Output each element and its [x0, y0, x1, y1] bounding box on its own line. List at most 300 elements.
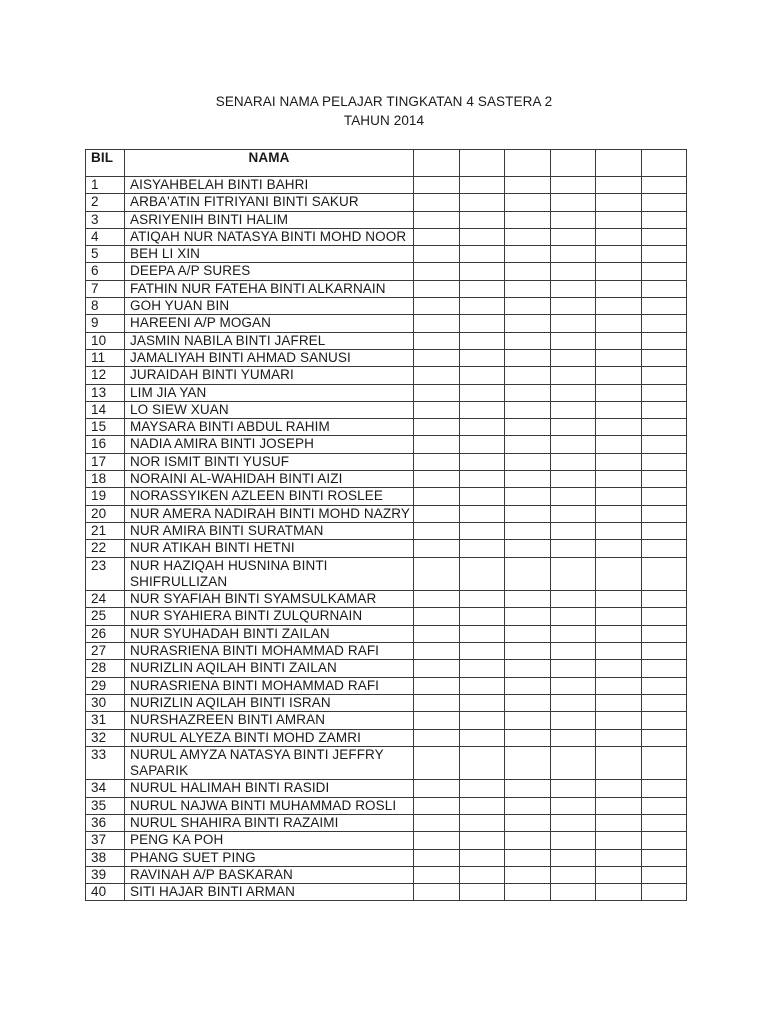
student-name: NURUL AMYZA NATASYA BINTI JEFFRY SAPARIK — [125, 746, 414, 780]
blank-cell — [505, 814, 551, 831]
student-name: HAREENI A/P MOGAN — [125, 315, 414, 332]
student-name: SITI HAJAR BINTI ARMAN — [125, 884, 414, 901]
blank-cell — [459, 471, 505, 488]
blank-cell — [641, 832, 687, 849]
row-number: 9 — [86, 315, 125, 332]
table-row — [86, 557, 687, 591]
header-blank-cell — [596, 150, 642, 177]
table-row — [86, 298, 687, 315]
blank-cell — [459, 694, 505, 711]
table-row — [86, 332, 687, 349]
blank-cell — [505, 453, 551, 470]
blank-cell — [596, 832, 642, 849]
blank-cell — [414, 453, 460, 470]
student-name: LIM JIA YAN — [125, 384, 414, 401]
header-nama: NAMA — [125, 150, 414, 177]
blank-cell — [505, 315, 551, 332]
blank-cell — [596, 814, 642, 831]
blank-cell — [414, 608, 460, 625]
blank-cell — [641, 419, 687, 436]
blank-cell — [414, 263, 460, 280]
student-name: BEH LI XIN — [125, 246, 414, 263]
blank-cell — [641, 540, 687, 557]
row-number: 12 — [86, 367, 125, 384]
table-row — [86, 453, 687, 470]
blank-cell — [641, 332, 687, 349]
table-row — [86, 780, 687, 797]
row-number: 19 — [86, 488, 125, 505]
student-name: NUR SYAFIAH BINTI SYAMSULKAMAR — [125, 591, 414, 608]
blank-cell — [641, 884, 687, 901]
blank-cell — [641, 591, 687, 608]
blank-cell — [414, 591, 460, 608]
table-row — [86, 797, 687, 814]
blank-cell — [596, 591, 642, 608]
blank-cell — [505, 194, 551, 211]
blank-cell — [505, 436, 551, 453]
blank-cell — [596, 367, 642, 384]
table-row — [86, 280, 687, 297]
row-number: 11 — [86, 349, 125, 366]
blank-cell — [459, 401, 505, 418]
blank-cell — [414, 280, 460, 297]
blank-cell — [459, 194, 505, 211]
blank-cell — [641, 712, 687, 729]
table-row — [86, 419, 687, 436]
blank-cell — [550, 814, 596, 831]
blank-cell — [505, 832, 551, 849]
blank-cell — [550, 694, 596, 711]
blank-cell — [550, 263, 596, 280]
blank-cell — [596, 436, 642, 453]
blank-cell — [459, 453, 505, 470]
blank-cell — [641, 505, 687, 522]
student-name: NUR SYUHADAH BINTI ZAILAN — [125, 625, 414, 642]
blank-cell — [414, 557, 460, 591]
table-header-row — [86, 150, 687, 177]
blank-cell — [550, 488, 596, 505]
row-number: 5 — [86, 246, 125, 263]
blank-cell — [505, 849, 551, 866]
blank-cell — [459, 211, 505, 228]
table-row — [86, 177, 687, 194]
blank-cell — [505, 591, 551, 608]
blank-cell — [641, 436, 687, 453]
blank-cell — [505, 298, 551, 315]
row-number: 39 — [86, 866, 125, 883]
blank-cell — [505, 228, 551, 245]
blank-cell — [596, 211, 642, 228]
blank-cell — [550, 436, 596, 453]
row-number: 30 — [86, 694, 125, 711]
blank-cell — [550, 471, 596, 488]
blank-cell — [596, 349, 642, 366]
blank-cell — [596, 332, 642, 349]
blank-cell — [641, 246, 687, 263]
blank-cell — [505, 522, 551, 539]
table-row — [86, 194, 687, 211]
blank-cell — [459, 263, 505, 280]
table-row — [86, 246, 687, 263]
blank-cell — [459, 505, 505, 522]
table-row — [86, 677, 687, 694]
student-name: PHANG SUET PING — [125, 849, 414, 866]
table-row — [86, 540, 687, 557]
blank-cell — [596, 729, 642, 746]
table-row — [86, 488, 687, 505]
blank-cell — [505, 694, 551, 711]
blank-cell — [550, 608, 596, 625]
student-name: NORAINI AL-WAHIDAH BINTI AIZI — [125, 471, 414, 488]
blank-cell — [505, 729, 551, 746]
blank-cell — [550, 367, 596, 384]
blank-cell — [550, 849, 596, 866]
blank-cell — [414, 660, 460, 677]
blank-cell — [596, 453, 642, 470]
row-number: 24 — [86, 591, 125, 608]
row-number: 31 — [86, 712, 125, 729]
blank-cell — [596, 505, 642, 522]
row-number: 35 — [86, 797, 125, 814]
blank-cell — [596, 660, 642, 677]
blank-cell — [596, 884, 642, 901]
student-name: AISYAHBELAH BINTI BAHRI — [125, 177, 414, 194]
blank-cell — [641, 488, 687, 505]
blank-cell — [596, 263, 642, 280]
blank-cell — [596, 228, 642, 245]
blank-cell — [414, 315, 460, 332]
blank-cell — [505, 384, 551, 401]
row-number: 28 — [86, 660, 125, 677]
student-name: NUR HAZIQAH HUSNINA BINTI SHIFRULLIZAN — [125, 557, 414, 591]
blank-cell — [459, 367, 505, 384]
row-number: 6 — [86, 263, 125, 280]
row-number: 32 — [86, 729, 125, 746]
blank-cell — [414, 814, 460, 831]
blank-cell — [459, 349, 505, 366]
blank-cell — [505, 557, 551, 591]
blank-cell — [550, 797, 596, 814]
header-blank-cell — [459, 150, 505, 177]
blank-cell — [459, 746, 505, 780]
blank-cell — [641, 780, 687, 797]
blank-cell — [459, 608, 505, 625]
table-row — [86, 471, 687, 488]
blank-cell — [414, 540, 460, 557]
table-row — [86, 211, 687, 228]
blank-cell — [505, 608, 551, 625]
blank-cell — [550, 228, 596, 245]
blank-cell — [641, 401, 687, 418]
blank-cell — [459, 522, 505, 539]
row-number: 8 — [86, 298, 125, 315]
blank-cell — [550, 677, 596, 694]
blank-cell — [414, 522, 460, 539]
table-row — [86, 401, 687, 418]
blank-cell — [414, 349, 460, 366]
blank-cell — [414, 849, 460, 866]
student-name: RAVINAH A/P BASKARAN — [125, 866, 414, 883]
blank-cell — [550, 712, 596, 729]
row-number: 13 — [86, 384, 125, 401]
row-number: 2 — [86, 194, 125, 211]
blank-cell — [641, 349, 687, 366]
blank-cell — [459, 384, 505, 401]
student-name: NURASRIENA BINTI MOHAMMAD RAFI — [125, 677, 414, 694]
blank-cell — [459, 797, 505, 814]
blank-cell — [459, 332, 505, 349]
row-number: 3 — [86, 211, 125, 228]
table-row — [86, 505, 687, 522]
student-name: NURIZLIN AQILAH BINTI ZAILAN — [125, 660, 414, 677]
blank-cell — [505, 280, 551, 297]
row-number: 10 — [86, 332, 125, 349]
row-number: 7 — [86, 280, 125, 297]
student-name: NUR ATIKAH BINTI HETNI — [125, 540, 414, 557]
table-row — [86, 263, 687, 280]
student-name: JURAIDAH BINTI YUMARI — [125, 367, 414, 384]
blank-cell — [459, 298, 505, 315]
blank-cell — [641, 729, 687, 746]
table-row — [86, 315, 687, 332]
blank-cell — [505, 505, 551, 522]
row-number: 26 — [86, 625, 125, 642]
row-number: 36 — [86, 814, 125, 831]
blank-cell — [596, 280, 642, 297]
blank-cell — [505, 263, 551, 280]
blank-cell — [596, 625, 642, 642]
blank-cell — [641, 177, 687, 194]
blank-cell — [414, 211, 460, 228]
blank-cell — [550, 298, 596, 315]
table-row — [86, 608, 687, 625]
blank-cell — [550, 643, 596, 660]
blank-cell — [414, 228, 460, 245]
blank-cell — [459, 780, 505, 797]
table-row — [86, 832, 687, 849]
table-row — [86, 384, 687, 401]
blank-cell — [596, 849, 642, 866]
blank-cell — [414, 625, 460, 642]
blank-cell — [414, 488, 460, 505]
blank-cell — [641, 263, 687, 280]
blank-cell — [414, 677, 460, 694]
blank-cell — [596, 866, 642, 883]
table-row — [86, 729, 687, 746]
blank-cell — [641, 797, 687, 814]
row-number: 1 — [86, 177, 125, 194]
blank-cell — [505, 246, 551, 263]
blank-cell — [505, 780, 551, 797]
blank-cell — [550, 315, 596, 332]
blank-cell — [459, 228, 505, 245]
blank-cell — [641, 814, 687, 831]
student-name: GOH YUAN BIN — [125, 298, 414, 315]
blank-cell — [641, 522, 687, 539]
blank-cell — [505, 625, 551, 642]
student-name: FATHIN NUR FATEHA BINTI ALKARNAIN — [125, 280, 414, 297]
student-name: ATIQAH NUR NATASYA BINTI MOHD NOOR — [125, 228, 414, 245]
blank-cell — [550, 332, 596, 349]
blank-cell — [550, 194, 596, 211]
row-number: 29 — [86, 677, 125, 694]
row-number: 20 — [86, 505, 125, 522]
blank-cell — [459, 540, 505, 557]
row-number: 4 — [86, 228, 125, 245]
blank-cell — [596, 194, 642, 211]
blank-cell — [550, 746, 596, 780]
row-number: 16 — [86, 436, 125, 453]
blank-cell — [641, 677, 687, 694]
blank-cell — [414, 419, 460, 436]
student-name: LO SIEW XUAN — [125, 401, 414, 418]
document-title: SENARAI NAMA PELAJAR TINGKATAN 4 SASTERA 2 — [215, 94, 553, 109]
header-blank-cell — [414, 150, 460, 177]
blank-cell — [414, 832, 460, 849]
blank-cell — [596, 177, 642, 194]
blank-cell — [414, 712, 460, 729]
student-name: JAMALIYAH BINTI AHMAD SANUSI — [125, 349, 414, 366]
table-row — [86, 694, 687, 711]
blank-cell — [459, 280, 505, 297]
table-row — [86, 746, 687, 780]
table-row — [86, 436, 687, 453]
student-name: NURUL SHAHIRA BINTI RAZAIMI — [125, 814, 414, 831]
blank-cell — [550, 780, 596, 797]
blank-cell — [505, 866, 551, 883]
blank-cell — [641, 849, 687, 866]
blank-cell — [550, 211, 596, 228]
blank-cell — [459, 884, 505, 901]
blank-cell — [505, 349, 551, 366]
header-bil: BIL — [86, 150, 125, 177]
table-row — [86, 522, 687, 539]
header-blank-cell — [641, 150, 687, 177]
blank-cell — [459, 177, 505, 194]
table-row — [86, 591, 687, 608]
blank-cell — [459, 814, 505, 831]
blank-cell — [459, 419, 505, 436]
blank-cell — [596, 540, 642, 557]
blank-cell — [505, 643, 551, 660]
blank-cell — [596, 746, 642, 780]
blank-cell — [596, 419, 642, 436]
student-name: NURUL NAJWA BINTI MUHAMMAD ROSLI — [125, 797, 414, 814]
student-name: NADIA AMIRA BINTI JOSEPH — [125, 436, 414, 453]
blank-cell — [505, 797, 551, 814]
blank-cell — [414, 436, 460, 453]
blank-cell — [596, 298, 642, 315]
table-row — [86, 625, 687, 642]
blank-cell — [641, 367, 687, 384]
blank-cell — [414, 746, 460, 780]
blank-cell — [550, 349, 596, 366]
blank-cell — [414, 177, 460, 194]
row-number: 15 — [86, 419, 125, 436]
blank-cell — [596, 557, 642, 591]
student-name: JASMIN NABILA BINTI JAFREL — [125, 332, 414, 349]
student-name: ASRIYENIH BINTI HALIM — [125, 211, 414, 228]
blank-cell — [550, 557, 596, 591]
blank-cell — [459, 625, 505, 642]
table-row — [86, 814, 687, 831]
blank-cell — [550, 866, 596, 883]
blank-cell — [641, 557, 687, 591]
student-name: NOR ISMIT BINTI YUSUF — [125, 453, 414, 470]
blank-cell — [596, 608, 642, 625]
header-blank-cell — [550, 150, 596, 177]
blank-cell — [596, 694, 642, 711]
blank-cell — [641, 453, 687, 470]
blank-cell — [641, 643, 687, 660]
blank-cell — [459, 643, 505, 660]
blank-cell — [641, 384, 687, 401]
row-number: 14 — [86, 401, 125, 418]
blank-cell — [459, 677, 505, 694]
blank-cell — [505, 488, 551, 505]
blank-cell — [414, 367, 460, 384]
blank-cell — [414, 780, 460, 797]
blank-cell — [414, 401, 460, 418]
row-number: 34 — [86, 780, 125, 797]
blank-cell — [459, 436, 505, 453]
student-name: NURSHAZREEN BINTI AMRAN — [125, 712, 414, 729]
blank-cell — [596, 488, 642, 505]
blank-cell — [550, 453, 596, 470]
blank-cell — [414, 471, 460, 488]
blank-cell — [641, 746, 687, 780]
blank-cell — [505, 540, 551, 557]
blank-cell — [596, 780, 642, 797]
blank-cell — [641, 228, 687, 245]
blank-cell — [414, 194, 460, 211]
blank-cell — [505, 660, 551, 677]
blank-cell — [550, 246, 596, 263]
blank-cell — [550, 522, 596, 539]
table-row — [86, 349, 687, 366]
blank-cell — [505, 211, 551, 228]
blank-cell — [505, 746, 551, 780]
blank-cell — [550, 419, 596, 436]
student-name: NUR AMIRA BINTI SURATMAN — [125, 522, 414, 539]
blank-cell — [550, 884, 596, 901]
student-roster-table — [85, 149, 687, 901]
blank-cell — [414, 797, 460, 814]
blank-cell — [505, 471, 551, 488]
blank-cell — [505, 332, 551, 349]
blank-cell — [459, 832, 505, 849]
blank-cell — [505, 177, 551, 194]
row-number: 22 — [86, 540, 125, 557]
blank-cell — [596, 712, 642, 729]
student-name: NURIZLIN AQILAH BINTI ISRAN — [125, 694, 414, 711]
table-row — [86, 367, 687, 384]
row-number: 18 — [86, 471, 125, 488]
blank-cell — [641, 194, 687, 211]
blank-cell — [641, 315, 687, 332]
blank-cell — [641, 298, 687, 315]
student-name: PENG KA POH — [125, 832, 414, 849]
blank-cell — [596, 401, 642, 418]
blank-cell — [550, 625, 596, 642]
student-name: NUR SYAHIERA BINTI ZULQURNAIN — [125, 608, 414, 625]
blank-cell — [459, 246, 505, 263]
student-name: NURASRIENA BINTI MOHAMMAD RAFI — [125, 643, 414, 660]
student-name: NORASSYIKEN AZLEEN BINTI ROSLEE — [125, 488, 414, 505]
student-name: MAYSARA BINTI ABDUL RAHIM — [125, 419, 414, 436]
blank-cell — [414, 729, 460, 746]
blank-cell — [505, 419, 551, 436]
